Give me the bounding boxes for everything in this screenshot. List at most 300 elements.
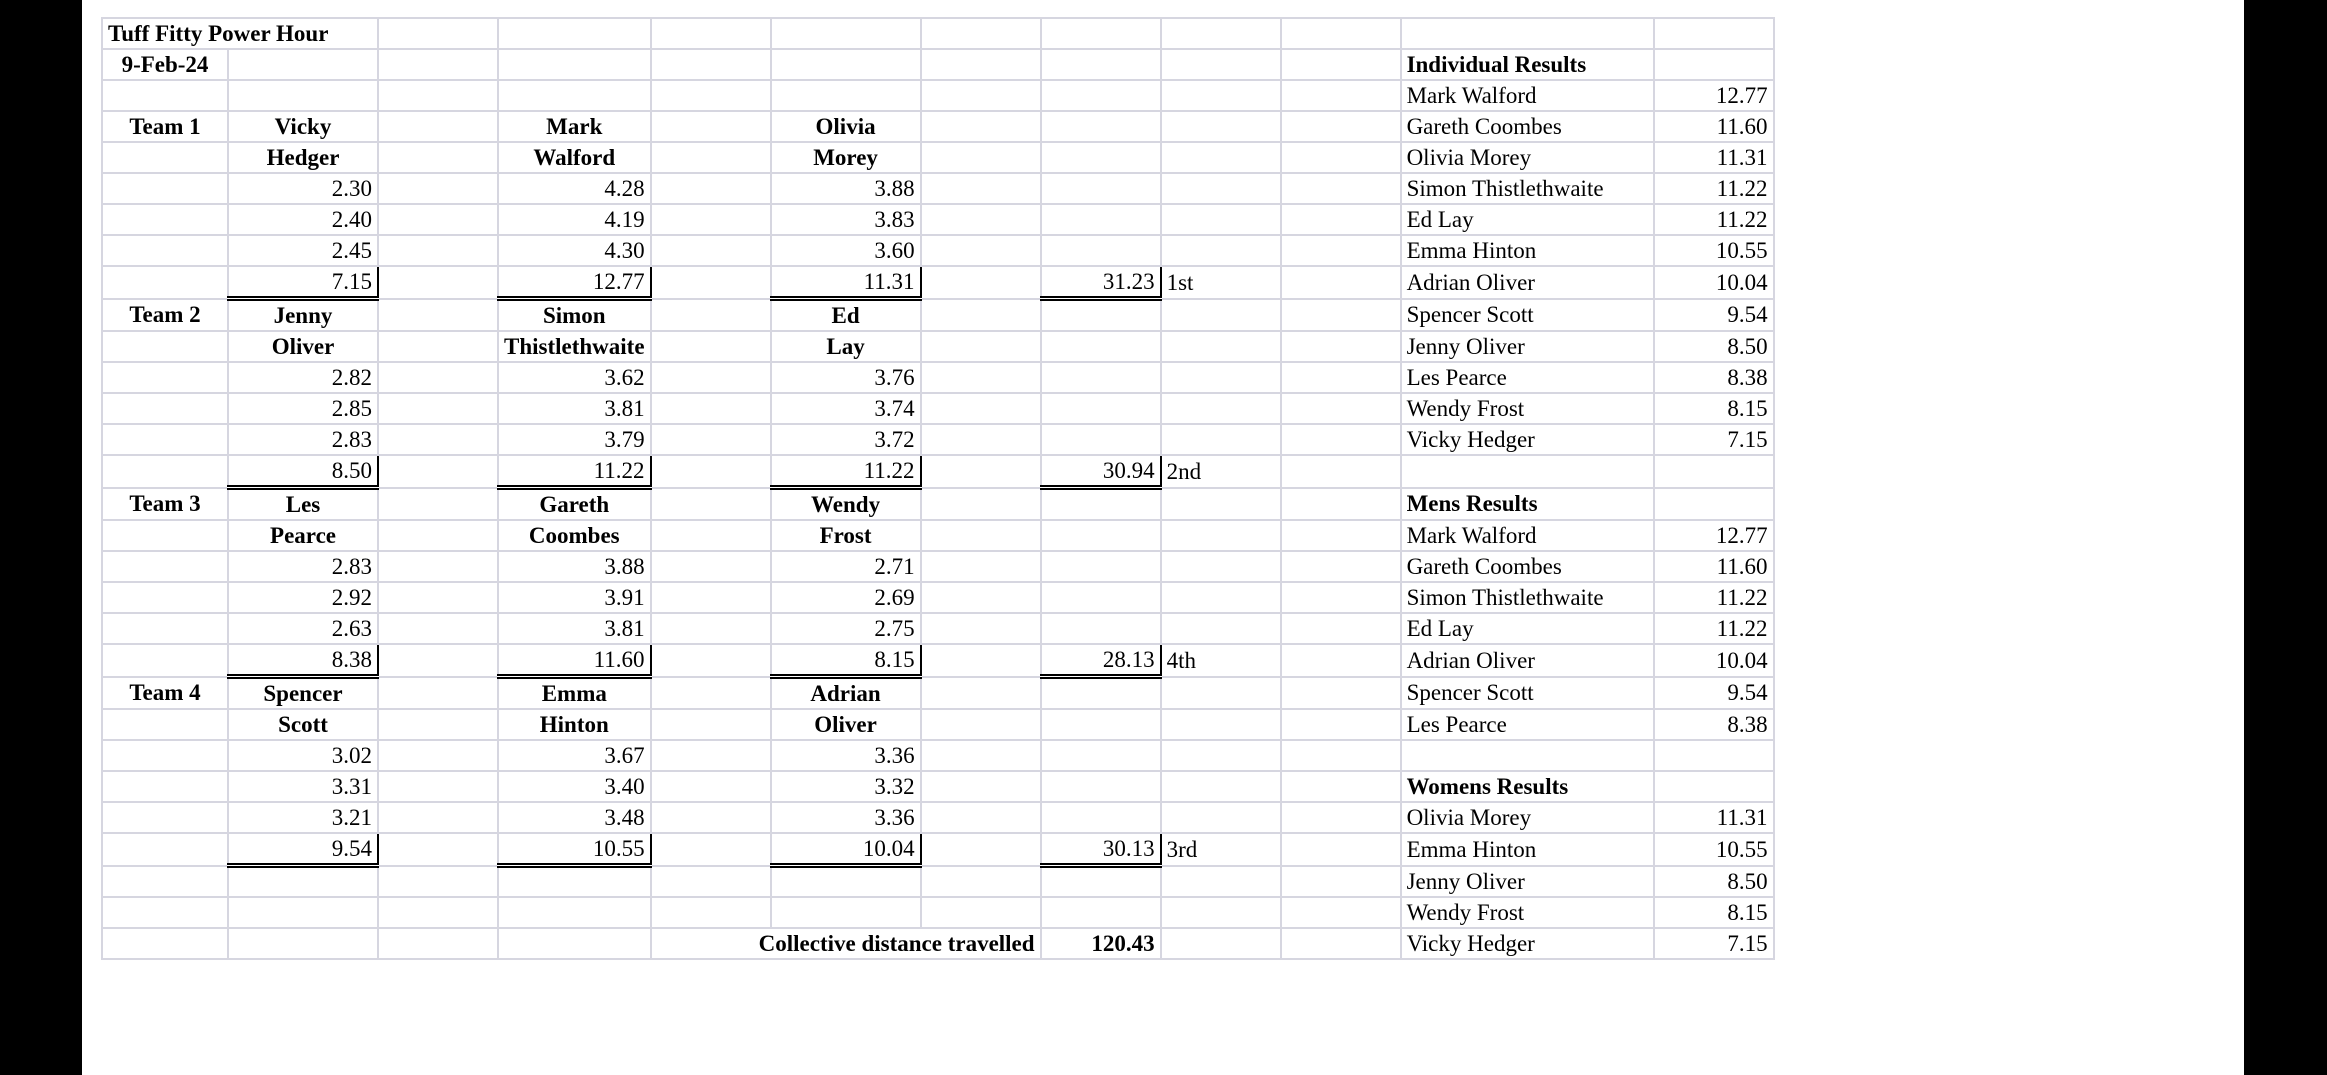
empty-cell[interactable] (1041, 424, 1161, 455)
lap-distance[interactable]: 2.85 (228, 393, 378, 424)
result-name[interactable]: Gareth Coombes (1401, 111, 1654, 142)
empty-cell[interactable] (651, 142, 771, 173)
empty-cell[interactable] (1281, 613, 1401, 644)
lap-distance[interactable]: 3.02 (228, 740, 378, 771)
lap-distance[interactable]: 2.71 (771, 551, 921, 582)
empty-cell[interactable] (378, 928, 498, 959)
empty-cell[interactable] (1654, 49, 1774, 80)
empty-cell[interactable] (651, 173, 771, 204)
empty-cell[interactable] (1281, 49, 1401, 80)
empty-cell[interactable] (771, 866, 921, 897)
member-last-name[interactable]: Pearce (228, 520, 378, 551)
result-name[interactable]: Ed Lay (1401, 204, 1654, 235)
member-last-name[interactable]: Thistlethwaite (498, 331, 651, 362)
empty-cell[interactable] (498, 18, 651, 49)
result-distance[interactable]: 9.54 (1654, 299, 1774, 332)
empty-cell[interactable] (1041, 299, 1161, 332)
team-place[interactable]: 3rd (1161, 833, 1281, 866)
empty-cell[interactable] (1281, 173, 1401, 204)
member-first-name[interactable]: Jenny (228, 299, 378, 332)
empty-cell[interactable] (1161, 49, 1281, 80)
empty-cell[interactable] (1041, 235, 1161, 266)
empty-cell[interactable] (102, 235, 228, 266)
result-distance[interactable]: 8.50 (1654, 331, 1774, 362)
empty-cell[interactable] (1281, 740, 1401, 771)
member-last-name[interactable]: Walford (498, 142, 651, 173)
empty-cell[interactable] (651, 204, 771, 235)
empty-cell[interactable] (921, 173, 1041, 204)
empty-cell[interactable] (921, 833, 1041, 866)
lap-distance[interactable]: 3.74 (771, 393, 921, 424)
member-last-name[interactable]: Oliver (771, 709, 921, 740)
empty-cell[interactable] (498, 928, 651, 959)
empty-cell[interactable] (1041, 362, 1161, 393)
lap-distance[interactable]: 2.83 (228, 424, 378, 455)
empty-cell[interactable] (1161, 488, 1281, 521)
member-first-name[interactable]: Les (228, 488, 378, 521)
empty-cell[interactable] (1041, 709, 1161, 740)
member-first-name[interactable]: Emma (498, 677, 651, 710)
member-last-name[interactable]: Lay (771, 331, 921, 362)
lap-distance[interactable]: 3.81 (498, 393, 651, 424)
lap-distance[interactable]: 2.63 (228, 613, 378, 644)
empty-cell[interactable] (1041, 520, 1161, 551)
empty-cell[interactable] (1281, 235, 1401, 266)
lap-distance[interactable]: 4.30 (498, 235, 651, 266)
empty-cell[interactable] (1281, 833, 1401, 866)
empty-cell[interactable] (1161, 771, 1281, 802)
empty-cell[interactable] (1041, 331, 1161, 362)
empty-cell[interactable] (102, 173, 228, 204)
result-distance[interactable]: 12.77 (1654, 80, 1774, 111)
member-total[interactable]: 8.50 (228, 455, 378, 488)
empty-cell[interactable] (1654, 771, 1774, 802)
empty-cell[interactable] (771, 80, 921, 111)
member-first-name[interactable]: Wendy (771, 488, 921, 521)
member-first-name[interactable]: Vicky (228, 111, 378, 142)
empty-cell[interactable] (378, 266, 498, 299)
empty-cell[interactable] (1281, 18, 1401, 49)
collective-label[interactable]: Collective distance travelled (651, 928, 1041, 959)
lap-distance[interactable]: 2.45 (228, 235, 378, 266)
event-date[interactable]: 9-Feb-24 (102, 49, 228, 80)
empty-cell[interactable] (651, 771, 771, 802)
empty-cell[interactable] (102, 520, 228, 551)
result-distance[interactable]: 11.60 (1654, 111, 1774, 142)
empty-cell[interactable] (1041, 613, 1161, 644)
empty-cell[interactable] (102, 833, 228, 866)
empty-cell[interactable] (651, 897, 771, 928)
empty-cell[interactable] (921, 677, 1041, 710)
empty-cell[interactable] (102, 613, 228, 644)
member-total[interactable]: 11.22 (771, 455, 921, 488)
empty-cell[interactable] (651, 802, 771, 833)
empty-cell[interactable] (378, 771, 498, 802)
empty-cell[interactable] (102, 866, 228, 897)
empty-cell[interactable] (1281, 709, 1401, 740)
empty-cell[interactable] (1281, 551, 1401, 582)
result-distance[interactable]: 11.22 (1654, 582, 1774, 613)
lap-distance[interactable]: 3.88 (771, 173, 921, 204)
team-label[interactable]: Team 2 (102, 299, 228, 332)
member-first-name[interactable]: Olivia (771, 111, 921, 142)
empty-cell[interactable] (498, 80, 651, 111)
empty-cell[interactable] (378, 582, 498, 613)
empty-cell[interactable] (1281, 488, 1401, 521)
empty-cell[interactable] (921, 802, 1041, 833)
empty-cell[interactable] (1161, 111, 1281, 142)
member-last-name[interactable]: Scott (228, 709, 378, 740)
empty-cell[interactable] (1161, 677, 1281, 710)
result-name[interactable]: Jenny Oliver (1401, 866, 1654, 897)
empty-cell[interactable] (651, 551, 771, 582)
empty-cell[interactable] (651, 18, 771, 49)
empty-cell[interactable] (1161, 142, 1281, 173)
empty-cell[interactable] (921, 299, 1041, 332)
team-total[interactable]: 31.23 (1041, 266, 1161, 299)
member-total[interactable]: 10.55 (498, 833, 651, 866)
empty-cell[interactable] (1281, 299, 1401, 332)
empty-cell[interactable] (378, 235, 498, 266)
result-name[interactable]: Jenny Oliver (1401, 331, 1654, 362)
lap-distance[interactable]: 2.75 (771, 613, 921, 644)
empty-cell[interactable] (771, 18, 921, 49)
empty-cell[interactable] (102, 424, 228, 455)
result-distance[interactable]: 10.55 (1654, 833, 1774, 866)
empty-cell[interactable] (1281, 866, 1401, 897)
empty-cell[interactable] (1281, 520, 1401, 551)
empty-cell[interactable] (921, 18, 1041, 49)
member-total[interactable]: 8.38 (228, 644, 378, 677)
result-name[interactable]: Gareth Coombes (1401, 551, 1654, 582)
empty-cell[interactable] (1161, 520, 1281, 551)
result-name[interactable]: Mark Walford (1401, 80, 1654, 111)
empty-cell[interactable] (1281, 644, 1401, 677)
empty-cell[interactable] (1654, 740, 1774, 771)
empty-cell[interactable] (1161, 866, 1281, 897)
empty-cell[interactable] (378, 331, 498, 362)
empty-cell[interactable] (1041, 677, 1161, 710)
empty-cell[interactable] (378, 833, 498, 866)
empty-cell[interactable] (1041, 802, 1161, 833)
empty-cell[interactable] (651, 582, 771, 613)
empty-cell[interactable] (102, 740, 228, 771)
lap-distance[interactable]: 4.19 (498, 204, 651, 235)
empty-cell[interactable] (102, 455, 228, 488)
member-total[interactable]: 10.04 (771, 833, 921, 866)
empty-cell[interactable] (1161, 362, 1281, 393)
empty-cell[interactable] (102, 709, 228, 740)
empty-cell[interactable] (651, 677, 771, 710)
result-distance[interactable]: 10.04 (1654, 644, 1774, 677)
empty-cell[interactable] (378, 18, 498, 49)
result-name[interactable]: Emma Hinton (1401, 235, 1654, 266)
empty-cell[interactable] (921, 613, 1041, 644)
empty-cell[interactable] (1281, 111, 1401, 142)
empty-cell[interactable] (378, 393, 498, 424)
lap-distance[interactable]: 3.91 (498, 582, 651, 613)
lap-distance[interactable]: 2.69 (771, 582, 921, 613)
empty-cell[interactable] (498, 49, 651, 80)
empty-cell[interactable] (378, 142, 498, 173)
lap-distance[interactable]: 3.48 (498, 802, 651, 833)
empty-cell[interactable] (102, 80, 228, 111)
empty-cell[interactable] (1161, 928, 1281, 959)
lap-distance[interactable]: 3.81 (498, 613, 651, 644)
empty-cell[interactable] (771, 49, 921, 80)
empty-cell[interactable] (1041, 897, 1161, 928)
lap-distance[interactable]: 3.40 (498, 771, 651, 802)
empty-cell[interactable] (1161, 613, 1281, 644)
member-last-name[interactable]: Frost (771, 520, 921, 551)
team-place[interactable]: 4th (1161, 644, 1281, 677)
empty-cell[interactable] (378, 709, 498, 740)
empty-cell[interactable] (921, 488, 1041, 521)
result-name[interactable]: Wendy Frost (1401, 897, 1654, 928)
empty-cell[interactable] (1281, 897, 1401, 928)
empty-cell[interactable] (378, 897, 498, 928)
result-distance[interactable]: 7.15 (1654, 928, 1774, 959)
result-name[interactable]: Vicky Hedger (1401, 928, 1654, 959)
empty-cell[interactable] (1654, 18, 1774, 49)
empty-cell[interactable] (1041, 80, 1161, 111)
empty-cell[interactable] (1161, 551, 1281, 582)
empty-cell[interactable] (1281, 771, 1401, 802)
result-distance[interactable]: 8.15 (1654, 393, 1774, 424)
empty-cell[interactable] (921, 362, 1041, 393)
empty-cell[interactable] (1041, 18, 1161, 49)
empty-cell[interactable] (378, 802, 498, 833)
result-name[interactable]: Olivia Morey (1401, 802, 1654, 833)
empty-cell[interactable] (378, 173, 498, 204)
empty-cell[interactable] (921, 142, 1041, 173)
empty-cell[interactable] (1041, 582, 1161, 613)
empty-cell[interactable] (651, 266, 771, 299)
lap-distance[interactable]: 2.82 (228, 362, 378, 393)
result-name[interactable]: Simon Thistlethwaite (1401, 173, 1654, 204)
empty-cell[interactable] (921, 644, 1041, 677)
lap-distance[interactable]: 3.83 (771, 204, 921, 235)
member-first-name[interactable]: Spencer (228, 677, 378, 710)
result-distance[interactable]: 7.15 (1654, 424, 1774, 455)
empty-cell[interactable] (921, 709, 1041, 740)
empty-cell[interactable] (921, 424, 1041, 455)
result-name[interactable]: Olivia Morey (1401, 142, 1654, 173)
member-first-name[interactable]: Simon (498, 299, 651, 332)
empty-cell[interactable] (1281, 802, 1401, 833)
womens-results-heading[interactable]: Womens Results (1401, 771, 1654, 802)
team-total[interactable]: 28.13 (1041, 644, 1161, 677)
empty-cell[interactable] (378, 299, 498, 332)
result-name[interactable]: Adrian Oliver (1401, 644, 1654, 677)
empty-cell[interactable] (1281, 393, 1401, 424)
result-distance[interactable]: 10.04 (1654, 266, 1774, 299)
empty-cell[interactable] (1161, 80, 1281, 111)
empty-cell[interactable] (1281, 582, 1401, 613)
member-last-name[interactable]: Morey (771, 142, 921, 173)
lap-distance[interactable]: 3.32 (771, 771, 921, 802)
empty-cell[interactable] (651, 455, 771, 488)
empty-cell[interactable] (378, 644, 498, 677)
empty-cell[interactable] (228, 866, 378, 897)
empty-cell[interactable] (228, 49, 378, 80)
empty-cell[interactable] (378, 111, 498, 142)
empty-cell[interactable] (102, 393, 228, 424)
empty-cell[interactable] (1161, 235, 1281, 266)
empty-cell[interactable] (651, 49, 771, 80)
empty-cell[interactable] (102, 204, 228, 235)
empty-cell[interactable] (921, 266, 1041, 299)
empty-cell[interactable] (1281, 204, 1401, 235)
member-last-name[interactable]: Coombes (498, 520, 651, 551)
result-name[interactable]: Spencer Scott (1401, 677, 1654, 710)
empty-cell[interactable] (1161, 740, 1281, 771)
individual-results-heading[interactable]: Individual Results (1401, 49, 1654, 80)
empty-cell[interactable] (102, 582, 228, 613)
result-name[interactable]: Mark Walford (1401, 520, 1654, 551)
member-total[interactable]: 11.31 (771, 266, 921, 299)
empty-cell[interactable] (771, 897, 921, 928)
empty-cell[interactable] (1041, 204, 1161, 235)
empty-cell[interactable] (921, 393, 1041, 424)
empty-cell[interactable] (651, 488, 771, 521)
empty-cell[interactable] (1401, 740, 1654, 771)
lap-distance[interactable]: 2.83 (228, 551, 378, 582)
member-total[interactable]: 11.22 (498, 455, 651, 488)
empty-cell[interactable] (1041, 488, 1161, 521)
empty-cell[interactable] (921, 204, 1041, 235)
empty-cell[interactable] (378, 49, 498, 80)
empty-cell[interactable] (1281, 362, 1401, 393)
empty-cell[interactable] (228, 897, 378, 928)
empty-cell[interactable] (921, 520, 1041, 551)
result-name[interactable]: Spencer Scott (1401, 299, 1654, 332)
lap-distance[interactable]: 3.62 (498, 362, 651, 393)
empty-cell[interactable] (1654, 488, 1774, 521)
member-total[interactable]: 12.77 (498, 266, 651, 299)
empty-cell[interactable] (921, 455, 1041, 488)
empty-cell[interactable] (651, 362, 771, 393)
result-distance[interactable]: 11.31 (1654, 142, 1774, 173)
member-total[interactable]: 9.54 (228, 833, 378, 866)
empty-cell[interactable] (921, 582, 1041, 613)
lap-distance[interactable]: 3.31 (228, 771, 378, 802)
empty-cell[interactable] (1401, 455, 1654, 488)
lap-distance[interactable]: 2.92 (228, 582, 378, 613)
empty-cell[interactable] (1281, 266, 1401, 299)
empty-cell[interactable] (921, 80, 1041, 111)
empty-cell[interactable] (921, 331, 1041, 362)
lap-distance[interactable]: 3.88 (498, 551, 651, 582)
empty-cell[interactable] (498, 866, 651, 897)
empty-cell[interactable] (378, 551, 498, 582)
empty-cell[interactable] (921, 771, 1041, 802)
lap-distance[interactable]: 2.30 (228, 173, 378, 204)
lap-distance[interactable]: 3.60 (771, 235, 921, 266)
empty-cell[interactable] (1161, 204, 1281, 235)
result-distance[interactable]: 10.55 (1654, 235, 1774, 266)
empty-cell[interactable] (378, 488, 498, 521)
empty-cell[interactable] (921, 551, 1041, 582)
empty-cell[interactable] (651, 424, 771, 455)
result-distance[interactable]: 11.31 (1654, 802, 1774, 833)
member-total[interactable]: 8.15 (771, 644, 921, 677)
empty-cell[interactable] (1401, 18, 1654, 49)
result-name[interactable]: Les Pearce (1401, 709, 1654, 740)
empty-cell[interactable] (1041, 866, 1161, 897)
empty-cell[interactable] (1041, 551, 1161, 582)
empty-cell[interactable] (651, 833, 771, 866)
empty-cell[interactable] (1281, 80, 1401, 111)
empty-cell[interactable] (378, 740, 498, 771)
empty-cell[interactable] (651, 331, 771, 362)
lap-distance[interactable]: 3.21 (228, 802, 378, 833)
result-name[interactable]: Ed Lay (1401, 613, 1654, 644)
member-total[interactable]: 11.60 (498, 644, 651, 677)
result-distance[interactable]: 8.15 (1654, 897, 1774, 928)
empty-cell[interactable] (378, 362, 498, 393)
result-distance[interactable]: 11.22 (1654, 613, 1774, 644)
empty-cell[interactable] (378, 520, 498, 551)
empty-cell[interactable] (651, 80, 771, 111)
empty-cell[interactable] (228, 80, 378, 111)
empty-cell[interactable] (102, 142, 228, 173)
lap-distance[interactable]: 3.67 (498, 740, 651, 771)
empty-cell[interactable] (1161, 299, 1281, 332)
empty-cell[interactable] (651, 520, 771, 551)
empty-cell[interactable] (1161, 709, 1281, 740)
empty-cell[interactable] (1041, 771, 1161, 802)
empty-cell[interactable] (1041, 393, 1161, 424)
empty-cell[interactable] (1281, 424, 1401, 455)
lap-distance[interactable]: 3.79 (498, 424, 651, 455)
team-label[interactable]: Team 4 (102, 677, 228, 710)
empty-cell[interactable] (378, 455, 498, 488)
empty-cell[interactable] (1281, 455, 1401, 488)
lap-distance[interactable]: 3.36 (771, 740, 921, 771)
lap-distance[interactable]: 4.28 (498, 173, 651, 204)
member-first-name[interactable]: Adrian (771, 677, 921, 710)
empty-cell[interactable] (378, 677, 498, 710)
empty-cell[interactable] (378, 613, 498, 644)
empty-cell[interactable] (1161, 897, 1281, 928)
empty-cell[interactable] (921, 740, 1041, 771)
empty-cell[interactable] (1281, 928, 1401, 959)
sheet-title[interactable]: Tuff Fitty Power Hour (102, 18, 378, 49)
empty-cell[interactable] (1041, 740, 1161, 771)
lap-distance[interactable]: 3.72 (771, 424, 921, 455)
result-distance[interactable]: 8.50 (1654, 866, 1774, 897)
empty-cell[interactable] (1281, 142, 1401, 173)
empty-cell[interactable] (102, 362, 228, 393)
result-distance[interactable]: 11.60 (1654, 551, 1774, 582)
empty-cell[interactable] (651, 393, 771, 424)
member-last-name[interactable]: Hedger (228, 142, 378, 173)
empty-cell[interactable] (1041, 49, 1161, 80)
empty-cell[interactable] (1041, 142, 1161, 173)
empty-cell[interactable] (1161, 424, 1281, 455)
result-distance[interactable]: 9.54 (1654, 677, 1774, 710)
empty-cell[interactable] (1041, 173, 1161, 204)
lap-distance[interactable]: 3.36 (771, 802, 921, 833)
member-first-name[interactable]: Gareth (498, 488, 651, 521)
empty-cell[interactable] (651, 866, 771, 897)
result-distance[interactable]: 8.38 (1654, 709, 1774, 740)
empty-cell[interactable] (1281, 331, 1401, 362)
team-place[interactable]: 2nd (1161, 455, 1281, 488)
empty-cell[interactable] (921, 235, 1041, 266)
empty-cell[interactable] (651, 613, 771, 644)
